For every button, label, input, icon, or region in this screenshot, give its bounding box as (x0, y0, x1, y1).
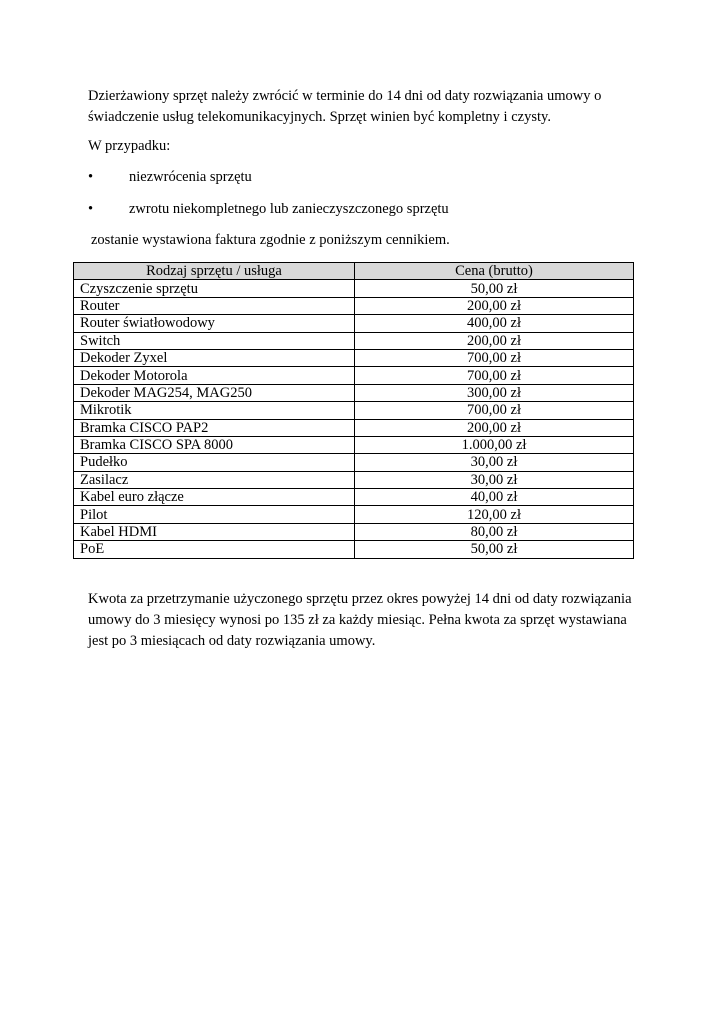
equipment-price: 300,00 zł (355, 384, 634, 401)
equipment-name: Dekoder Zyxel (74, 349, 355, 366)
table-row (74, 315, 634, 332)
table-row (74, 367, 634, 384)
equipment-price: 1.000,00 zł (355, 436, 634, 453)
bullet-text: niezwrócenia sprzętu (129, 169, 252, 185)
equipment-name: Pilot (74, 506, 355, 523)
bullet-icon: • (88, 169, 94, 185)
bullet-text: zwrotu niekompletnego lub zanieczyszczonego sprzętu (129, 201, 449, 217)
equipment-name: Dekoder MAG254, MAG250 (74, 384, 355, 401)
price-table (73, 262, 634, 559)
equipment-name: Czyszczenie sprzętu (74, 280, 355, 297)
equipment-name: Mikrotik (74, 402, 355, 419)
equipment-name: Router (74, 297, 355, 314)
bullet-item (88, 199, 648, 220)
bullet-icon: • (88, 201, 94, 217)
table-row (74, 506, 634, 523)
table-header-row (74, 263, 634, 280)
table-row (74, 489, 634, 506)
equipment-price: 120,00 zł (355, 506, 634, 523)
equipment-name: Kabel euro złącze (74, 489, 355, 506)
equipment-price: 30,00 zł (355, 471, 634, 488)
table-row (74, 297, 634, 314)
equipment-price: 200,00 zł (355, 419, 634, 436)
table-row (74, 436, 634, 453)
equipment-price: 40,00 zł (355, 489, 634, 506)
table-row (74, 384, 634, 401)
equipment-price: 700,00 zł (355, 349, 634, 366)
equipment-price: 200,00 zł (355, 332, 634, 349)
table-row (74, 349, 634, 366)
table-row (74, 402, 634, 419)
equipment-price: 80,00 zł (355, 523, 634, 540)
table-row (74, 280, 634, 297)
header-equipment: Rodzaj sprzętu / usługa (74, 263, 355, 280)
retention-fee-paragraph: Kwota za przetrzymanie użyczonego sprzętu przez okres powyżej 14 dni od daty rozwiązania umowy do 3 miesięcy wynosi po 135 zł za każdy miesiąc. Pełna kwota za sprzęt wystawiana jest po 3 miesiącach od daty rozwiązania umowy. (88, 591, 632, 649)
equipment-name: Pudełko (74, 454, 355, 471)
equipment-name: Bramka CISCO PAP2 (74, 419, 355, 436)
equipment-price: 50,00 zł (355, 541, 634, 558)
equipment-price: 30,00 zł (355, 454, 634, 471)
table-row (74, 523, 634, 540)
equipment-name: Router światłowodowy (74, 315, 355, 332)
equipment-price: 200,00 zł (355, 297, 634, 314)
equipment-name: Zasilacz (74, 471, 355, 488)
equipment-price: 50,00 zł (355, 280, 634, 297)
equipment-price: 700,00 zł (355, 367, 634, 384)
equipment-name: Switch (74, 332, 355, 349)
table-row (74, 454, 634, 471)
table-row (74, 419, 634, 436)
equipment-name: PoE (74, 541, 355, 558)
equipment-price: 700,00 zł (355, 402, 634, 419)
header-price: Cena (brutto) (355, 263, 634, 280)
return-terms-paragraph: Dzierżawiony sprzęt należy zwrócić w terminie do 14 dni od daty rozwiązania umowy o świadczenie usług telekomunikacyjnych. Sprzęt winien być kompletny i czysty. (88, 88, 602, 125)
bullet-item (88, 167, 648, 188)
table-row (74, 471, 634, 488)
equipment-name: Kabel HDMI (74, 523, 355, 540)
equipment-name: Dekoder Motorola (74, 367, 355, 384)
equipment-name: Bramka CISCO SPA 8000 (74, 436, 355, 453)
table-row (74, 332, 634, 349)
table-row (74, 541, 634, 558)
case-label: W przypadku: (88, 138, 171, 154)
equipment-price: 400,00 zł (355, 315, 634, 332)
invoice-note: zostanie wystawiona faktura zgodnie z poniższym cennikiem. (91, 232, 450, 248)
